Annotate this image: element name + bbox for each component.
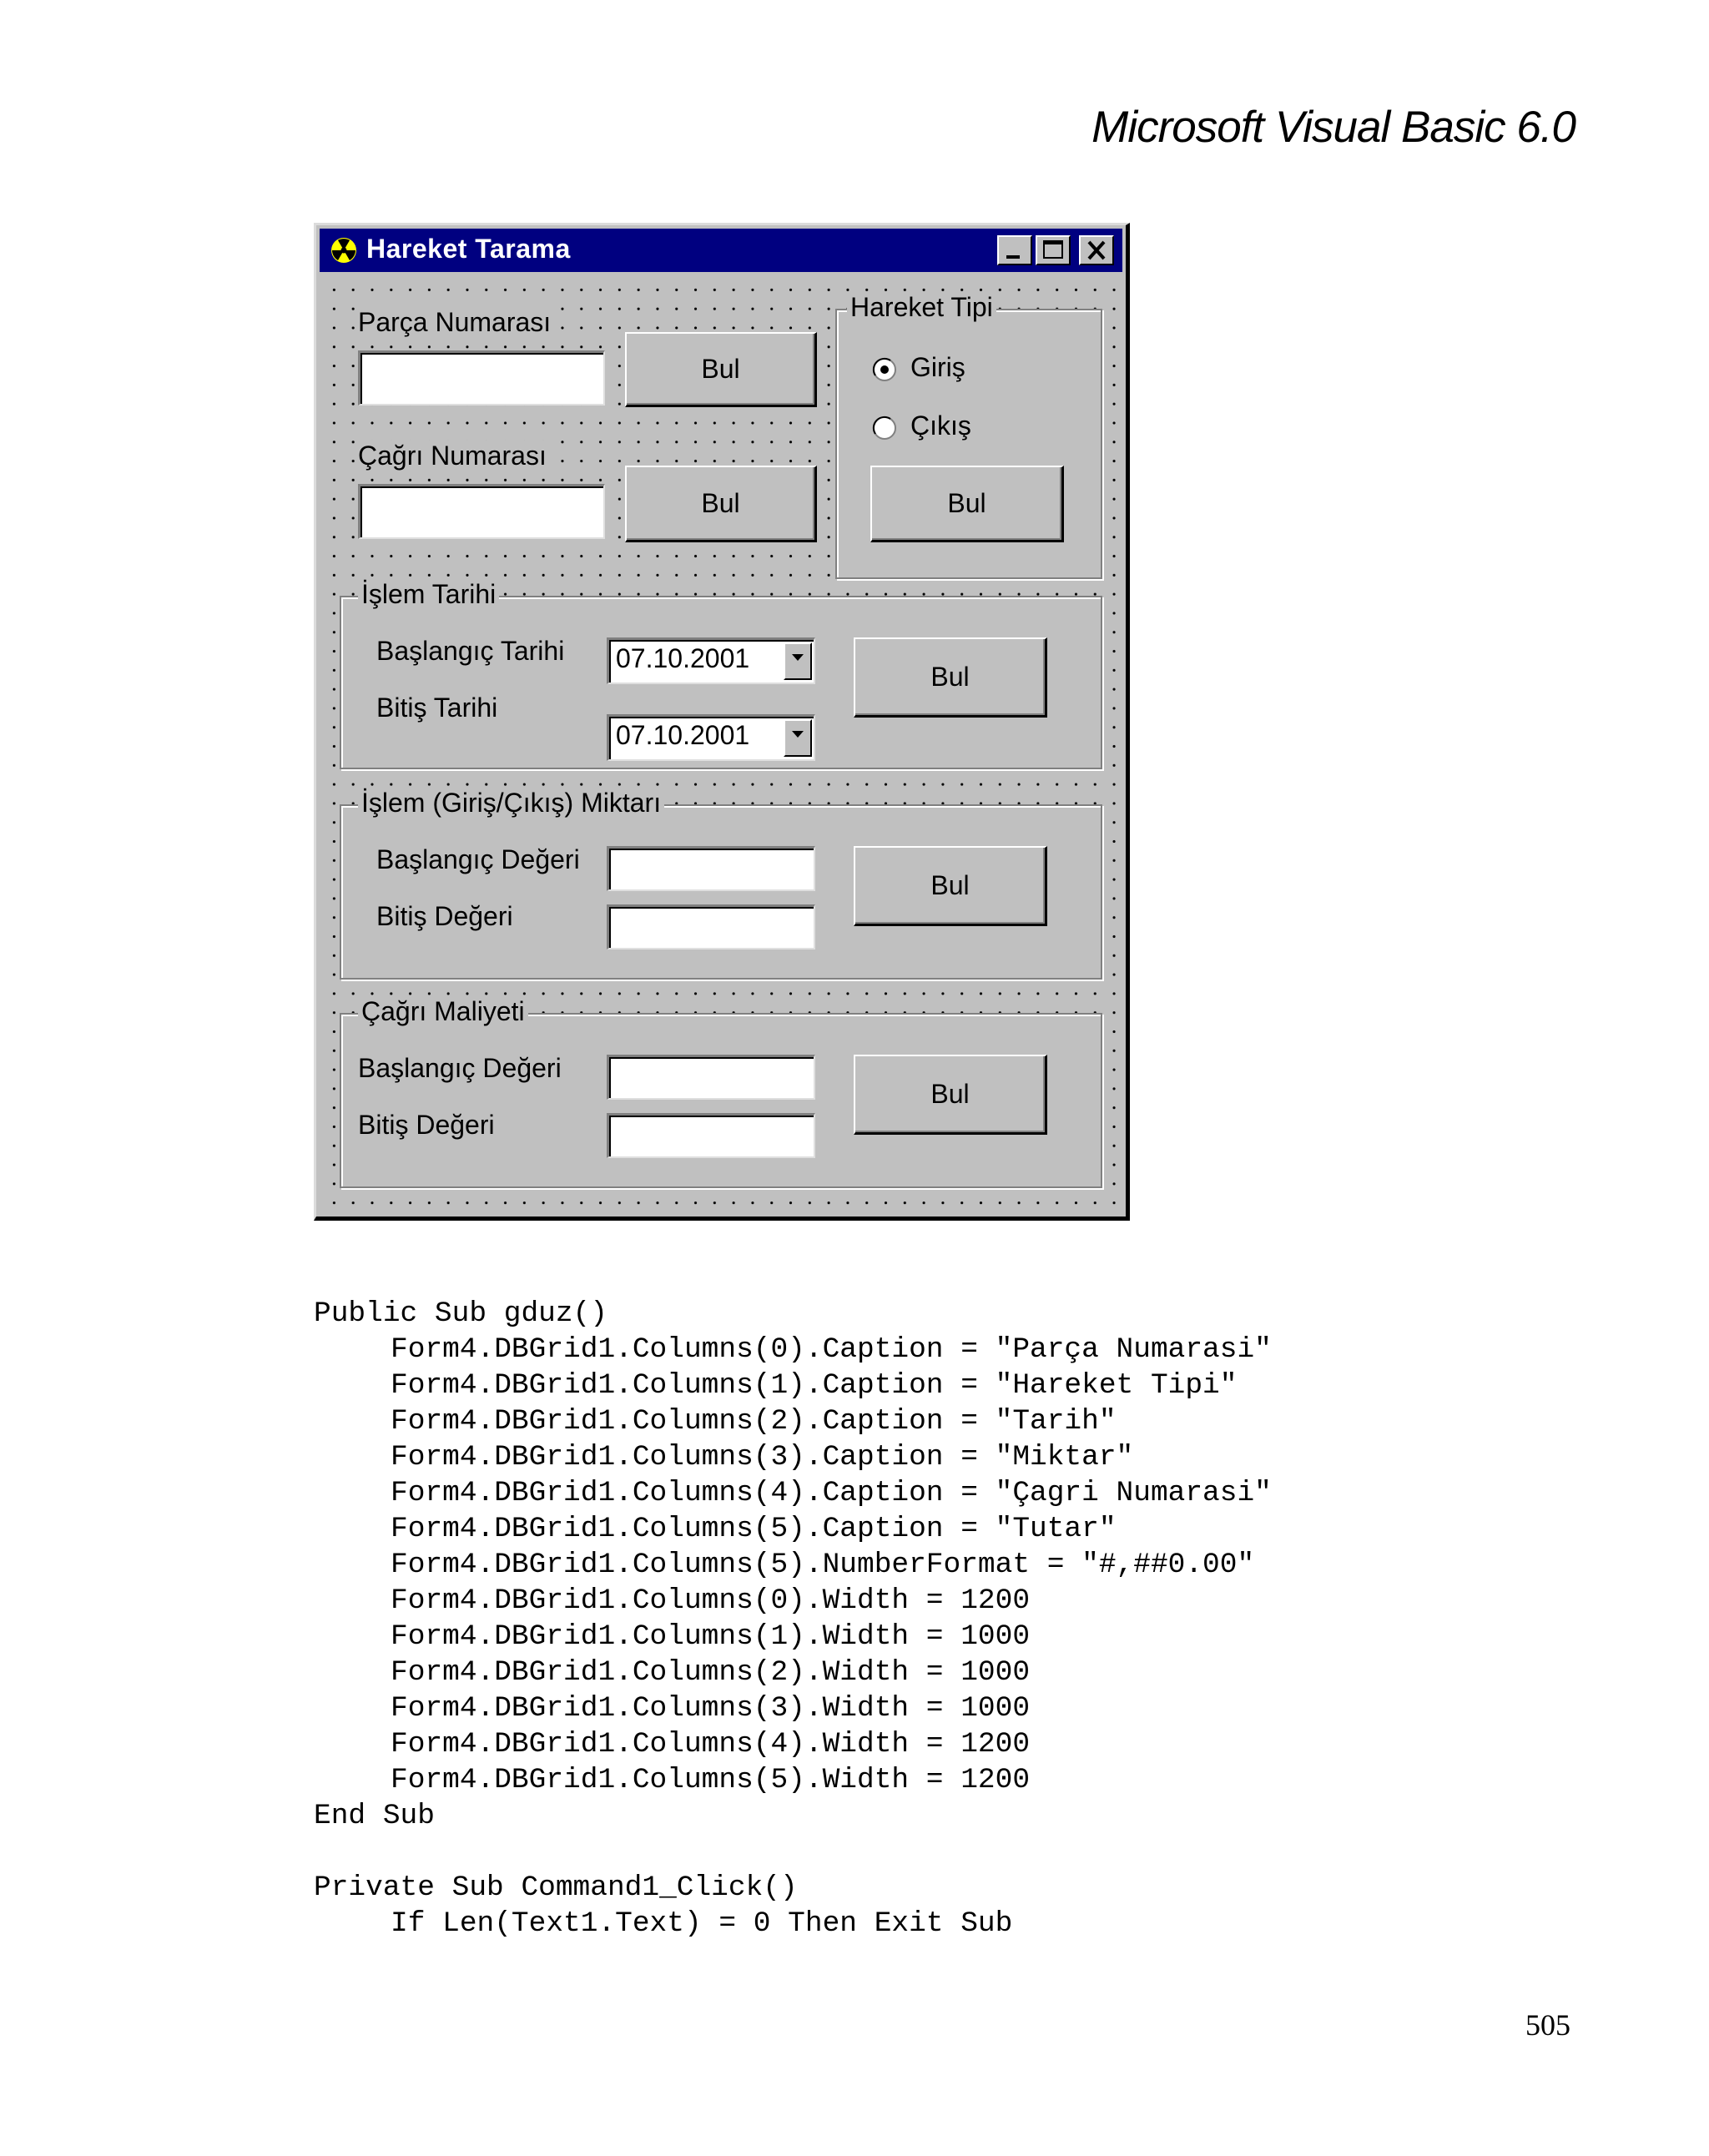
chevron-down-icon [790,652,805,662]
code-line: Form4.DBGrid1.Columns(3).Caption = "Miktar" [391,1441,1134,1473]
code-line: Form4.DBGrid1.Columns(1).Caption = "Hareket Tipi" [391,1369,1238,1402]
code-line: Public Sub gduz() [314,1297,607,1330]
hareket-tipi-title: Hareket Tipi [847,292,996,323]
maliyet-baslangic-label: Başlangıç Değeri [358,1053,562,1083]
cikis-radio-label[interactable]: Çıkış [910,411,971,441]
cagri-maliyeti-bul-button[interactable]: Bul [854,1055,1047,1135]
code-line: Form4.DBGrid1.Columns(0).Caption = "Parça Numarasi" [391,1333,1272,1366]
parca-numarasi-label: Parça Numarası [358,307,552,337]
maliyet-bitis-label: Bitiş Değeri [358,1110,495,1140]
miktar-bitis-label: Bitiş Değeri [376,901,513,931]
hareket-tipi-bul-button[interactable]: Bul [870,466,1064,542]
cagri-maliyeti-frame [340,996,1102,1188]
maliyet-bitis-input[interactable] [607,1113,815,1158]
islem-tarihi-title: İşlem Tarihi [358,579,499,610]
code-line [314,1834,1272,1870]
cagri-maliyeti-title: Çağrı Maliyeti [358,996,528,1027]
islem-miktari-frame [340,788,1102,980]
maximize-button[interactable] [1036,235,1071,265]
code-line: Form4.DBGrid1.Columns(0).Width = 1200 [391,1584,1031,1617]
miktar-baslangic-input[interactable] [607,846,815,891]
code-line: Form4.DBGrid1.Columns(2).Caption = "Tarih" [391,1405,1117,1438]
parca-numarasi-input[interactable] [358,350,605,406]
cikis-radio[interactable] [872,416,897,441]
islem-miktari-title: İşlem (Giriş/Çıkış) Miktarı [358,788,664,819]
islem-tarihi-bul-button[interactable]: Bul [854,637,1047,718]
page-header-title: Microsoft Visual Basic 6.0 [1091,103,1575,152]
bitis-tarihi-label: Bitiş Tarihi [376,693,498,723]
baslangic-tarihi-value: 07.10.2001 [616,643,750,673]
baslangic-tarihi-label: Başlangıç Tarihi [376,636,565,666]
title-bar[interactable] [320,229,1122,272]
code-line: Form4.DBGrid1.Columns(4).Caption = "Çagri Numarasi" [391,1477,1272,1509]
minimize-icon [999,237,1031,264]
miktar-baslangic-label: Başlangıç Değeri [376,844,580,874]
hareket-tipi-frame [835,292,1102,579]
hareket-tarama-window [314,223,1130,1221]
form-client-area [320,275,1122,1213]
code-listing [314,1296,1272,1942]
code-line: Form4.DBGrid1.Columns(4).Width = 1200 [391,1728,1031,1761]
minimize-button[interactable] [997,235,1032,265]
close-button[interactable] [1079,235,1114,265]
code-line: Form4.DBGrid1.Columns(3).Width = 1000 [391,1692,1031,1725]
maximize-icon [1037,237,1069,264]
code-line: Form4.DBGrid1.Columns(1).Width = 1000 [391,1620,1031,1653]
maliyet-baslangic-input[interactable] [607,1055,815,1100]
code-line: Private Sub Command1_Click() [314,1871,798,1904]
baslangic-tarihi-dropdown-button[interactable] [784,642,812,680]
bitis-tarihi-combo[interactable] [607,714,815,761]
bitis-tarihi-dropdown-button[interactable] [784,719,812,757]
miktar-bitis-input[interactable] [607,904,815,950]
islem-miktari-bul-button[interactable]: Bul [854,846,1047,926]
code-line: Form4.DBGrid1.Columns(5).Caption = "Tutar" [391,1513,1117,1545]
bitis-tarihi-value: 07.10.2001 [616,720,750,750]
code-line: If Len(Text1.Text) = 0 Then Exit Sub [391,1907,1013,1940]
window-title: Hareket Tarama [366,234,571,264]
code-line: Form4.DBGrid1.Columns(2).Width = 1000 [391,1656,1031,1689]
page-number: 505 [1525,2008,1570,2042]
radiation-icon [325,235,363,265]
cagri-bul-button[interactable]: Bul [625,466,817,542]
baslangic-tarihi-combo[interactable] [607,637,815,684]
code-line: End Sub [314,1800,435,1832]
giris-radio-label[interactable]: Giriş [910,352,965,382]
chevron-down-icon [790,729,805,739]
parca-bul-button[interactable]: Bul [625,332,817,407]
code-line: Form4.DBGrid1.Columns(5).Width = 1200 [391,1764,1031,1796]
islem-tarihi-frame [340,579,1102,769]
cagri-numarasi-input[interactable] [358,484,605,539]
close-icon [1081,237,1112,264]
code-line: Form4.DBGrid1.Columns(5).NumberFormat = "#,##0.00" [391,1549,1255,1581]
cagri-numarasi-label: Çağrı Numarası [358,441,547,471]
giris-radio[interactable] [872,357,897,382]
